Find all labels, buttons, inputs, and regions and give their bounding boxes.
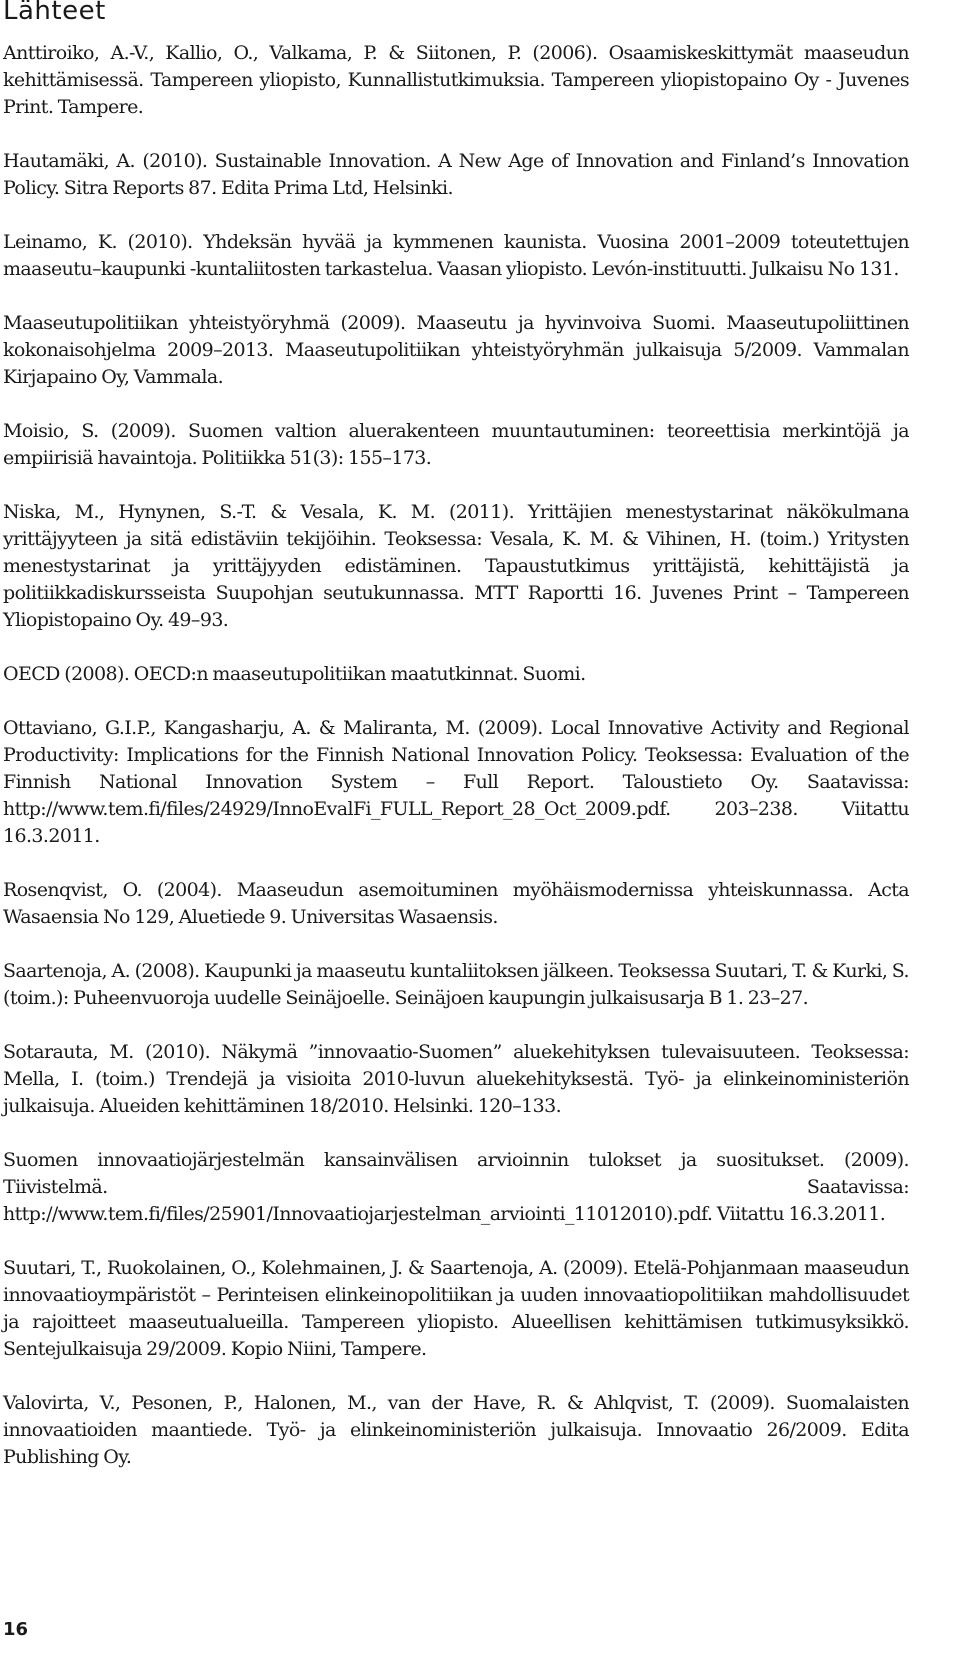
reference-list [3,40,909,1498]
reference-suutari-2009: Suutari, T., Ruokolainen, O., Kolehmainen, J. & Saartenoja, A. (2009). Etelä-Pohjanmaan maaseudun innovaatioympäristöt – Perinteisen elinkeinopolitiikan ja uuden innovaatiopolitiikan mahdollisuudet ja rajoitteet maaseutualueilla. Tampereen yliopisto. Alueellisen kehittämisen tutkimusyksikkö. Sentejulkaisuja 29/2009. Kopio Niini, Tampere. [3,1257,909,1360]
reference-saartenoja-2008: Saartenoja, A. (2008). Kaupunki ja maaseutu kuntaliitoksen jälkeen. Teoksessa Suutari, T. & Kurki, S. (toim.): Puheenvuoroja uudelle Seinäjoelle. Seinäjoen kaupungin julkaisusarja B 1. 23–27. [3,960,909,1009]
reference-innovaatiojarjestelma-2009: Suomen innovaatiojärjestelmän kansainvälisen arvioinnin tulokset ja suositukset. (2009). Tiivistelmä. Saatavissa: http://www.tem.fi/files/25901/Innovaatiojarjestelman_arviointi_11012010).pdf. Viitattu 16.3.2011. [3,1149,909,1225]
reference-valovirta-2009: Valovirta, V., Pesonen, P., Halonen, M., van der Have, R. & Ahlqvist, T. (2009). Suomalaisten innovaatioiden maantiede. Työ- ja elinkeinoministeriön julkaisuja. Innovaatio 26/2009. Edita Publishing Oy. [3,1392,909,1468]
reference-oecd-2008: OECD (2008). OECD:n maaseutupolitiikan maatutkinnat. Suomi. [3,663,586,685]
reference-sotarauta-2010: Sotarauta, M. (2010). Näkymä ”innovaatio-Suomen” aluekehityksen tulevaisuuteen. Teoksessa: Mella, I. (toim.) Trendejä ja visioita 2010-luvun aluekehityksestä. Työ- ja elinkeinoministeriön julkaisuja. Alueiden kehittäminen 18/2010. Helsinki. 120–133. [3,1041,909,1117]
page-number: 16 [3,1619,29,1640]
reference-rosenqvist-2004: Rosenqvist, O. (2004). Maaseudun asemoituminen myöhäismodernissa yhteiskunnassa. Acta Wasaensia No 129, Aluetiede 9. Universitas Wasaensis. [3,879,909,928]
reference-ottaviano-2009: Ottaviano, G.I.P., Kangasharju, A. & Maliranta, M. (2009). Local Innovative Activity and Regional Productivity: Implications for the Finnish National Innovation Policy. Teoksessa: Evaluation of the Finnish National Innovation System – Full Report. Taloustieto Oy. Saatavissa: http://www.tem.fi/files/24929/InnoEvalFi_FULL_Report_28_Oct_2009.pdf. 203–238. Viitattu 16.3.2011. [3,717,909,847]
reference-maaseutupolitiikka-2009: Maaseutupolitiikan yhteistyöryhmä (2009). Maaseutu ja hyvinvoiva Suomi. Maaseutupoliittinen kokonaisohjelma 2009–2013. Maaseutupolitiikan yhteistyöryhmän julkaisuja 5/2009. Vammalan Kirjapaino Oy, Vammala. [3,312,909,388]
reference-anttiroiko-2006: Anttiroiko, A.-V., Kallio, O., Valkama, P. & Siitonen, P. (2006). Osaamiskeskittymät maaseudun kehittämisessä. Tampereen yliopisto, Kunnallistutkimuksia. Tampereen yliopistopaino Oy - Juvenes Print. Tampere. [3,42,909,118]
reference-leinamo-2010: Leinamo, K. (2010). Yhdeksän hyvää ja kymmenen kaunista. Vuosina 2001–2009 toteutettujen maaseutu–kaupunki -kuntaliitosten tarkastelua. Vaasan yliopisto. Levón-instituutti. Julkaisu No 131. [3,231,909,280]
reference-moisio-2009: Moisio, S. (2009). Suomen valtion aluerakenteen muuntautuminen: teoreettisia merkintöjä ja empiirisiä havaintoja. Politiikka 51(3): 155–173. [3,420,909,469]
page-title: Lähteet [3,0,106,26]
reference-hautamaki-2010: Hautamäki, A. (2010). Sustainable Innovation. A New Age of Innovation and Finland’s Innovation Policy. Sitra Reports 87. Edita Prima Ltd, Helsinki. [3,150,909,199]
reference-niska-2011: Niska, M., Hynynen, S.-T. & Vesala, K. M. (2011). Yrittäjien menestystarinat näkökulmana yrittäjyyteen ja sitä edistäviin tekijöihin. Teoksessa: Vesala, K. M. & Vihinen, H. (toim.) Yritysten menestystarinat ja yrittäjyyden edistäminen. Tapaustutkimus yrittäjistä, kehittäjistä ja politiikkadiskursseista Suupohjan seutukunnassa. MTT Raportti 16. Juvenes Print – Tampereen Yliopistopaino Oy. 49–93. [3,501,909,631]
